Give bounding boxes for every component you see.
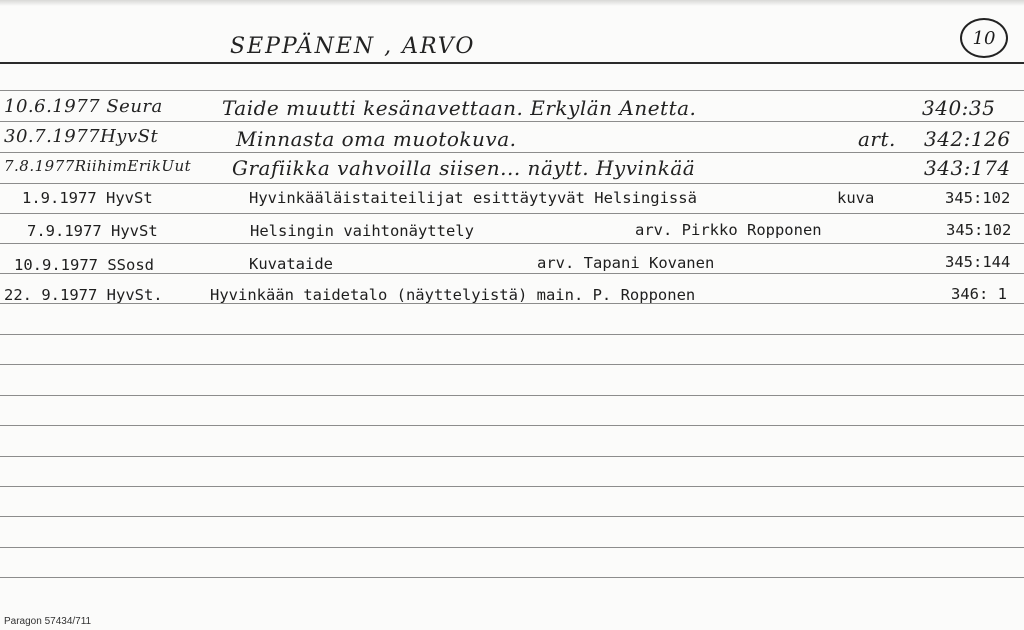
rule-line xyxy=(0,395,1024,396)
rule-line xyxy=(0,334,1024,335)
entry-note: arv. Pirkko Ropponen xyxy=(635,221,822,239)
entry-ref: 346: 1 xyxy=(951,285,1007,303)
rule-line xyxy=(0,243,1024,244)
card-top-edge xyxy=(0,0,1024,6)
entry-date: 7.8.1977RiihimErikUut xyxy=(4,157,192,175)
rule-line xyxy=(0,364,1024,365)
rule-line xyxy=(0,456,1024,457)
entry-ref: 343:174 xyxy=(924,156,1011,180)
entry-title: Taide muutti kesänavettaan. Erkylän Anetta. xyxy=(222,96,697,120)
card-number-circle xyxy=(960,18,1008,58)
entry-ref: 345:144 xyxy=(945,253,1011,271)
entry-title: Minnasta oma muotokuva. xyxy=(236,127,517,151)
entry-date: 1.9.1977 HyvSt xyxy=(22,189,153,207)
rule-line xyxy=(0,213,1024,214)
entry-title: Grafiikka vahvoilla siisen... näytt. Hyvinkää xyxy=(232,156,696,180)
entry-title: Helsingin vaihtonäyttely xyxy=(250,222,474,240)
rule-line xyxy=(0,183,1024,184)
header-rule xyxy=(0,62,1024,64)
rule-line xyxy=(0,121,1024,122)
rule-line xyxy=(0,577,1024,578)
rule-line xyxy=(0,486,1024,487)
entry-date: 22. 9.1977 HyvSt. xyxy=(4,286,163,304)
entry-date: 10.9.1977 SSosd xyxy=(14,256,154,274)
rule-line xyxy=(0,152,1024,153)
card-number: 10 xyxy=(972,27,996,49)
rule-line xyxy=(0,90,1024,91)
rule-line xyxy=(0,547,1024,548)
entry-ref: 340:35 xyxy=(922,96,996,120)
rule-line xyxy=(0,516,1024,517)
card-footer: Paragon 57434/711 xyxy=(4,616,92,627)
entry-note: art. xyxy=(858,127,896,151)
entry-ref: 345:102 xyxy=(946,221,1012,239)
card-name-heading: SEPPÄNEN , ARVO xyxy=(230,34,476,59)
entry-ref: 342:126 xyxy=(924,127,1011,151)
rule-line xyxy=(0,425,1024,426)
entry-note: kuva xyxy=(837,189,875,207)
entry-title: Kuvataide xyxy=(249,255,333,273)
entry-title: Hyvinkään taidetalo (näyttelyistä) main. P. Ropponen xyxy=(210,286,696,304)
entry-title: Hyvinkääläistaiteilijat esittäytyvät Helsingissä xyxy=(249,189,697,207)
entry-note: arv. Tapani Kovanen xyxy=(537,254,715,272)
entry-date: 7.9.1977 HyvSt xyxy=(27,222,158,240)
entry-date: 10.6.1977 Seura xyxy=(4,96,163,117)
entry-ref: 345:102 xyxy=(945,189,1011,207)
entry-date: 30.7.1977HyvSt xyxy=(4,126,159,147)
